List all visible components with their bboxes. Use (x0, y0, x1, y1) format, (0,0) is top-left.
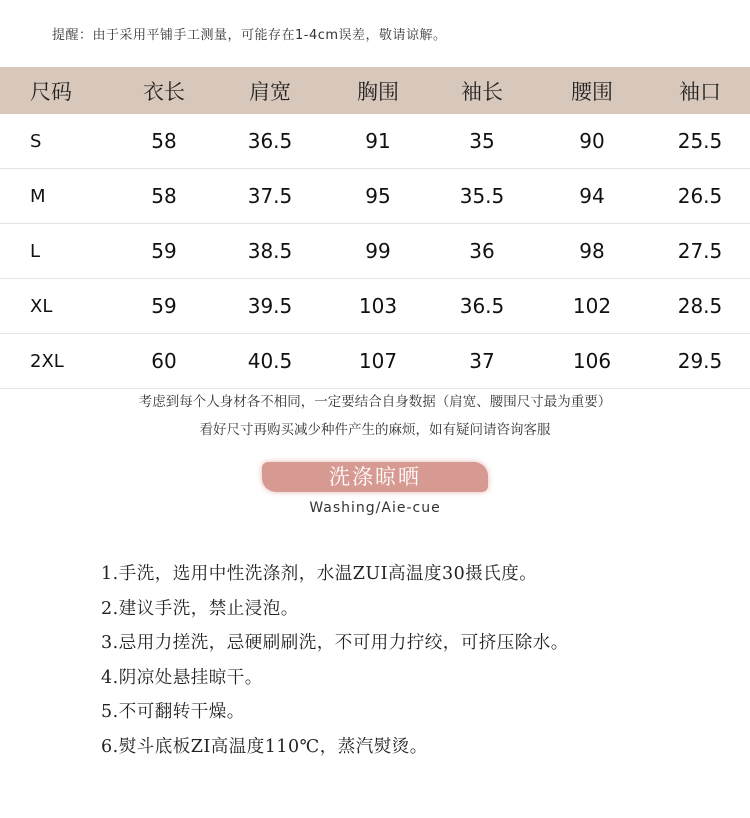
customer-service-note: 看好尺寸再购买减少种件产生的麻烦，如有疑问请咨询客服 (199, 422, 551, 438)
table-cell: 35 (430, 114, 534, 169)
table-cell: 28.5 (650, 279, 750, 334)
table-cell: 102 (534, 279, 650, 334)
table-cell: 37.5 (214, 169, 326, 224)
table-cell: 106 (534, 334, 650, 389)
table-cell: 107 (326, 334, 430, 389)
care-instruction-item: 5.不可翻转干燥。 (101, 702, 245, 722)
care-instruction-item: 2.建议手洗，禁止浸泡。 (101, 598, 299, 619)
table-row (0, 224, 750, 279)
table-row (0, 114, 750, 169)
header-cuff: 袖口 (650, 67, 750, 114)
table-cell: 36.5 (214, 114, 326, 169)
table-cell: 99 (326, 224, 430, 279)
header-size: 尺码 (0, 67, 114, 114)
table-cell: 36.5 (430, 279, 534, 334)
table-row (0, 169, 750, 224)
header-sleeve: 袖长 (430, 67, 534, 114)
care-instruction-item: 1.手洗，选用中性洗涤剂，水温ZUI高温度30摄氏度。 (101, 564, 538, 584)
table-cell: 27.5 (650, 224, 750, 279)
care-instruction-item: 6.熨斗底板ZI高温度110℃，蒸汽熨烫。 (101, 736, 428, 757)
table-cell: 95 (326, 169, 430, 224)
size-cell: XL (0, 279, 114, 334)
care-instruction-item: 4.阴凉处悬挂晾干。 (101, 667, 263, 688)
header-shoulder: 肩宽 (214, 67, 326, 114)
table-cell: 90 (534, 114, 650, 169)
table-cell: 25.5 (650, 114, 750, 169)
care-instruction-item: 3.忌用力搓洗，忌硬刷刷洗，不可用力拧绞，可挤压除水。 (101, 633, 569, 653)
table-cell: 58 (114, 169, 214, 224)
care-instructions-list (101, 562, 569, 769)
size-cell: L (0, 224, 114, 279)
table-cell: 103 (326, 279, 430, 334)
table-cell: 35.5 (430, 169, 534, 224)
size-advice-note: 考虑到每个人身材各不相同，一定要结合自身数据（肩宽、腰围尺寸最为重要） (138, 394, 612, 410)
table-cell: 36 (430, 224, 534, 279)
table-cell: 98 (534, 224, 650, 279)
table-cell: 59 (114, 279, 214, 334)
table-cell: 38.5 (214, 224, 326, 279)
table-header-row (0, 67, 750, 114)
table-cell: 59 (114, 224, 214, 279)
table-cell: 94 (534, 169, 650, 224)
washing-section-subtitle: Washing/Aie-cue (309, 500, 441, 516)
table-row (0, 334, 750, 389)
header-chest: 胸围 (326, 67, 430, 114)
table-cell: 91 (326, 114, 430, 169)
measurement-notice: 提醒：由于采用平铺手工测量，可能存在1-4cm误差，敬请谅解。 (52, 28, 447, 43)
size-cell: M (0, 169, 114, 224)
size-chart-table (0, 67, 750, 389)
header-waist: 腰围 (534, 67, 650, 114)
size-cell: S (0, 114, 114, 169)
table-cell: 60 (114, 334, 214, 389)
header-length: 衣长 (114, 67, 214, 114)
table-cell: 40.5 (214, 334, 326, 389)
table-cell: 37 (430, 334, 534, 389)
table-cell: 29.5 (650, 334, 750, 389)
table-row (0, 279, 750, 334)
table-cell: 26.5 (650, 169, 750, 224)
table-cell: 39.5 (214, 279, 326, 334)
washing-section-banner: 洗涤晾晒 (262, 462, 488, 492)
table-cell: 58 (114, 114, 214, 169)
size-cell: 2XL (0, 334, 114, 389)
